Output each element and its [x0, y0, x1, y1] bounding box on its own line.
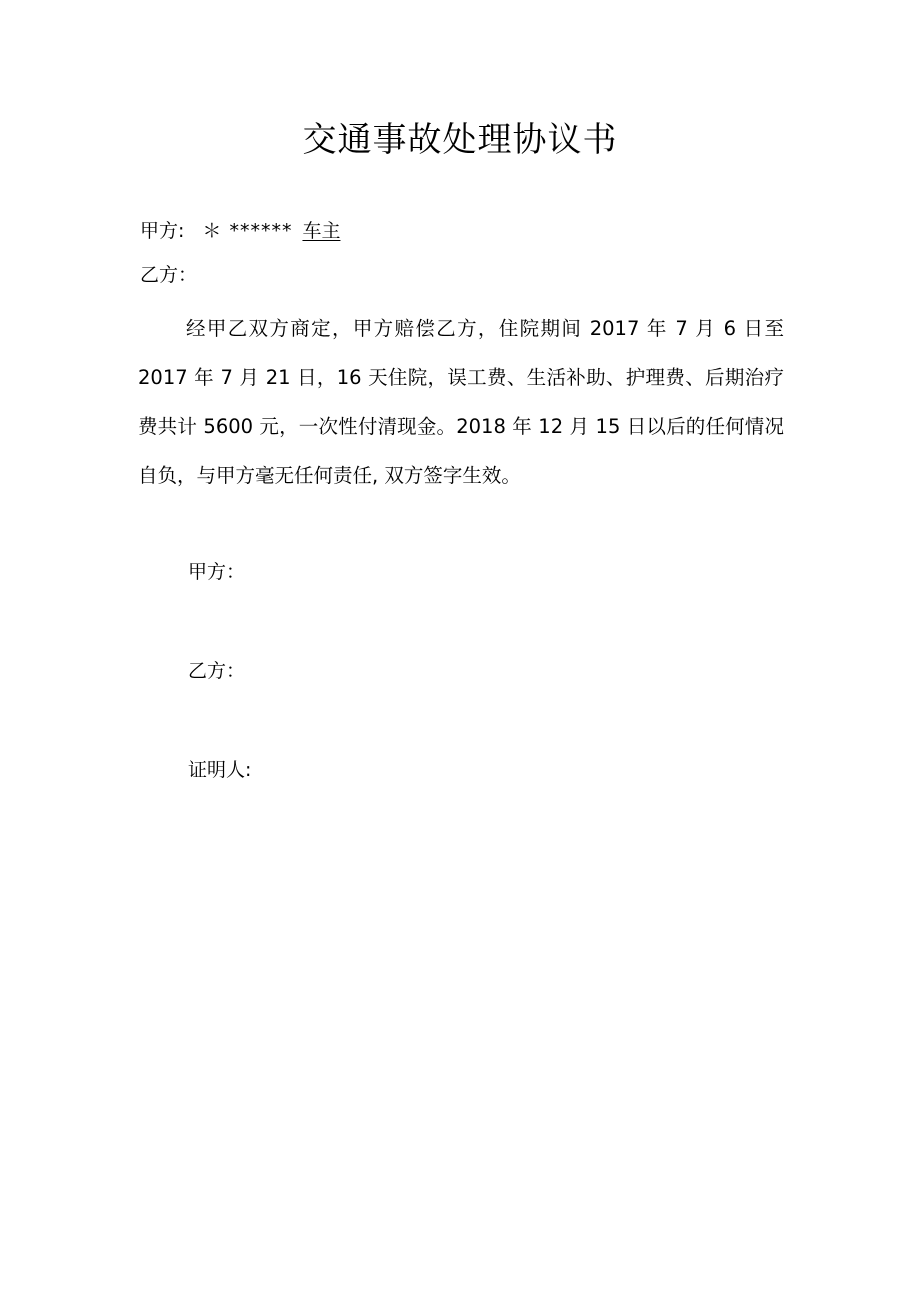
document-title: 交通事故处理协议书	[302, 120, 618, 160]
party-a-line	[140, 216, 340, 246]
party-a-label: 甲方:	[140, 220, 185, 242]
party-a-masked-name: ＊ ******	[202, 220, 293, 242]
party-b-line	[140, 260, 197, 290]
signature-witness: 证明人:	[188, 759, 252, 781]
party-b-label: 乙方：	[140, 264, 198, 286]
signature-party-a: 甲方：	[188, 561, 246, 583]
signature-party-b: 乙方：	[188, 660, 246, 682]
agreement-body: 经甲乙双方商定，甲方赔偿乙方，住院期间 2017 年 7 月 6 日至 2017 年 7 月 21 日，16 天住院，误工费、生活补助、护理费、后期治疗费共计 5600 元，一次性付清现金。2018 年 12 月 15 日以后的任何情况自负，与甲方毫无任何责任, 双方签字生效。	[138, 317, 784, 487]
party-a-role: 车主	[302, 220, 341, 242]
